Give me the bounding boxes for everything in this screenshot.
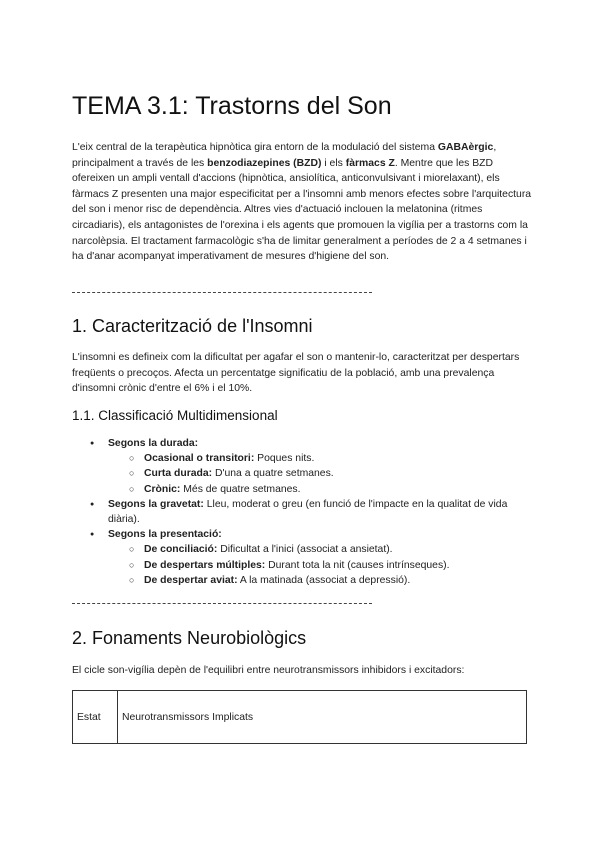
list-item (108, 482, 532, 497)
item-label: De conciliació: (144, 544, 218, 556)
table-header-cell: Neurotransmissors Implicats (118, 691, 527, 744)
section1-heading: 1. Caracterització de l'Insomni (72, 316, 313, 336)
item-label: De despertars múltiples: (144, 559, 266, 571)
intro-bold-gaba: GABAèrgic (437, 142, 494, 153)
page-title: TEMA 3.1: Trastorns del Son (72, 92, 392, 120)
item-text: A la matinada (associat a depressió). (237, 574, 411, 586)
item-text: D'una a quatre setmanes. (212, 468, 334, 480)
item-label: Curta durada: (144, 468, 213, 480)
group-label-duration: Segons la durada: (108, 438, 199, 449)
section2-paragraph: El cicle son-vigília depèn de l'equilibri entre neurotransmissors inhibidors i excitadors: (72, 665, 465, 676)
item-text: Dificultat a l'inici (associat a ansietat). (217, 544, 393, 556)
intro-paragraph (72, 140, 532, 265)
list-item (72, 527, 532, 588)
classification-list (72, 436, 532, 588)
intro-bold-bzd: benzodiazepines (BZD) (207, 157, 322, 169)
item-label: De despertar aviat: (144, 574, 238, 586)
item-text: Més de quatre setmanes. (180, 483, 301, 495)
list-item (108, 451, 532, 466)
divider (72, 292, 372, 293)
item-label: Crònic: (144, 483, 181, 495)
sub-list (108, 542, 532, 588)
intro-text-4: . Mentre que les BZD ofereixen un ampli ventall d'accions (hipnòtica, ansiolítica, anticonvulsivant i miorelaxant), els fàrmacs Z presenten una major especificitat per a l'insomni amb menors efectes sobre l'arquitectura del son i menor risc de dependència. Altres vies d'actuació inclouen la melatonina (ritmes circadiaris), els antagonistes de l'orexina i els agents que promouen la vigília per a trastorns com la narcolèpsia. El tractament farmacològic s'ha de limitar generalment a períodes de 2 a 4 setmanes i ha d'anar acompanyat imperativament de mesures d'higiene del son. (72, 157, 532, 263)
neurotransmitter-table (72, 690, 527, 744)
intro-bold-z: fàrmacs Z (345, 157, 395, 169)
item-text: Durant tota la nit (causes intrínseques). (265, 559, 450, 571)
list-item (108, 573, 532, 588)
intro-text-1: L'eix central de la terapèutica hipnòtica gira entorn de la modulació del sistema (72, 142, 438, 153)
table-row (73, 691, 527, 744)
list-item (108, 542, 532, 557)
group-label-severity: Segons la gravetat: (108, 498, 204, 510)
item-label: Ocasional o transitori: (144, 453, 255, 465)
section2-heading: 2. Fonaments Neurobiològics (72, 628, 307, 648)
list-item (72, 436, 532, 497)
list-item (108, 466, 532, 481)
list-item (108, 558, 532, 573)
table-header-cell: Estat (73, 691, 118, 744)
item-text: Poques nits. (254, 453, 315, 465)
sub-list (108, 451, 532, 497)
section1-subheading: 1.1. Classificació Multidimensional (72, 408, 278, 423)
group-label-presentation: Segons la presentació: (108, 529, 222, 541)
list-item (72, 497, 532, 527)
section1-paragraph: L'insomni es defineix com la dificultat per agafar el son o mantenir-lo, caracteritzat per despertars freqüents o precoços. Afecta un percentatge significatiu de la població, amb una prevalença d'insomni crònic d'entre el 6% i el 10%. (72, 352, 520, 395)
group-detail: Lleu, moderat o greu (en funció de l'impacte en la qualitat de vida diària). (108, 498, 508, 526)
divider (72, 603, 372, 604)
intro-text-3: i els (321, 157, 346, 169)
intro-text-2: , principalment a través de les (72, 142, 497, 169)
